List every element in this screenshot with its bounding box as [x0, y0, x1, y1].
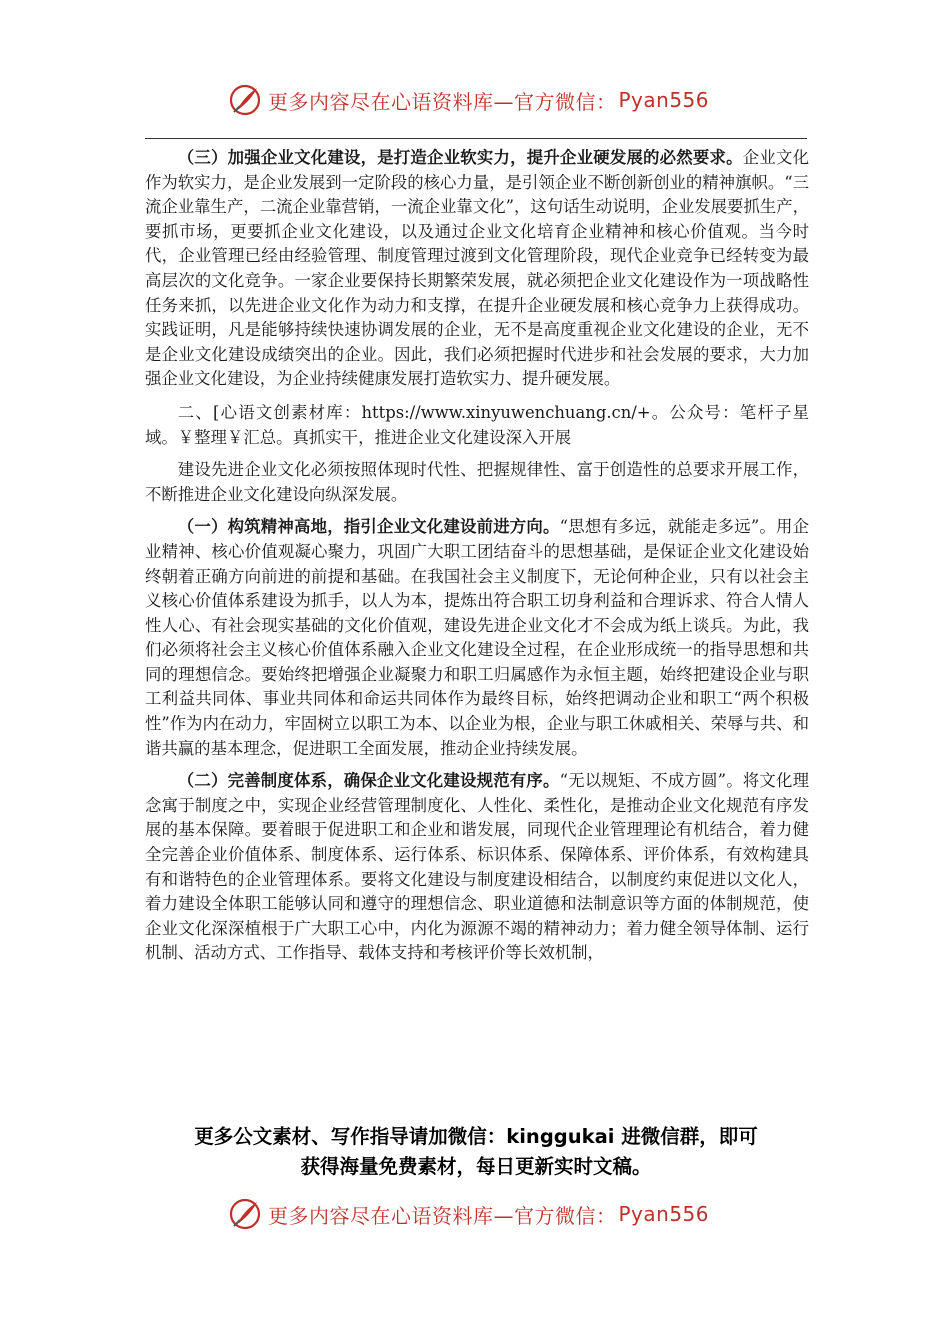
promo-line-2: 获得海量免费素材，每日更新实时文稿。	[300, 1155, 652, 1178]
document-body	[145, 146, 809, 974]
paragraph-section-3	[145, 146, 809, 392]
paragraph-text: “无以规矩、不成方圆”。将文化理念寓于制度之中，实现企业经营管理制度化、人性化、柔性化，是推动企业文化规范有序发展的基本保障。要着眼于促进职工和企业和谐发展，同现代企业管理理论有机结合，着力健全完善企业价值体系、制度体系、运行体系、标识体系、保障体系、评价体系，有效构建具有和谐特色的企业管理体系。要将文化建设与制度建设相结合，以制度约束促进以文化人，着力建设全体职工能够认同和遵守的理想信念、职业道德和法制意识等方面的体制规范，使企业文化深深植根于广大职工心中，内化为源源不竭的精神动力；着力健全领导体制、运行机制、活动方式、工作指导、载体支持和考核评价等长效机制，	[145, 771, 810, 963]
quill-logo-icon	[228, 1197, 262, 1231]
footer-banner-text: 更多内容尽在心语资料库—官方微信：	[268, 1203, 617, 1228]
header-banner-text: 更多内容尽在心语资料库—官方微信：	[268, 89, 617, 114]
header-divider	[145, 138, 807, 139]
footer-wechat-id: Pyan556	[618, 1202, 710, 1226]
header-wechat-id: Pyan556	[618, 88, 710, 112]
paragraph-heading: （二）完善制度体系，确保企业文化建设规范有序。	[177, 771, 560, 791]
quill-logo-icon	[228, 83, 262, 117]
footer-banner	[228, 1194, 709, 1234]
paragraph-intro: 建设先进企业文化必须按照体现时代性、把握规律性、富于创造性的总要求开展工作，不断推进企业文化建设向纵深发展。	[145, 460, 809, 504]
paragraph-text: 企业文化作为软实力，是企业发展到一定阶段的核心力量，是引领企业不断创新创业的精神旗帜。“三流企业靠生产，二流企业靠营销，一流企业靠文化”，这句话生动说明，企业发展要抓生产，要抓市场，更要抓企业文化建设，以及通过企业文化培育企业精神和核心价值观。当今时代，企业管理已经由经验管理、制度管理过渡到文化管理阶段，现代企业竞争已经转变为最高层次的文化竞争。一家企业要保持长期繁荣发展，就必须把企业文化建设作为一项战略性任务来抓，以先进企业文化作为动力和支撑，在提升企业硬发展和核心竞争力上获得成功。实践证明，凡是能够持续快速协调发展的企业，无不是高度重视企业文化建设的企业，无不是企业文化建设成绩突出的企业。因此，我们必须把握时代进步和社会发展的要求，大力加强企业文化建设，为企业持续健康发展打造软实力、提升硬发展。	[145, 148, 810, 389]
header-banner	[228, 80, 709, 120]
promo-line-1: 更多公文素材、写作指导请加微信：kinggukai 进微信群，即可	[194, 1125, 758, 1148]
paragraph-heading: （三）加强企业文化建设，是打造企业软实力，提升企业硬发展的必然要求。	[177, 148, 743, 167]
paragraph-heading: （一）构筑精神高地，指引企业文化建设前进方向。	[177, 517, 560, 537]
paragraph-subsection-2	[145, 769, 809, 966]
paragraph-text: “思想有多远，就能走多远”。用企业精神、核心价值观凝心聚力，巩固广大职工团结奋斗的思想基础，是保证企业文化建设始终朝着正确方向前进的前提和基础。在我国社会主义制度下，无论何种企业，只有以社会主义核心价值体系建设为抓手，以人为本，提炼出符合职工切身利益和合理诉求、符合人情人性人心、有社会现实基础的文化价值观，建设先进企业文化才不会成为纸上谈兵。为此，我们必须将社会主义核心价值体系融入企业文化建设全过程，在企业形成统一的指导思想和共同的理想信念。要始终把增强企业凝聚力和职工归属感作为永恒主题，始终把建设企业与职工利益共同体、事业共同体和命运共同体作为最终目标，始终把调动企业和职工“两个积极性”作为内在动力，牢固树立以职工为本、以企业为根，企业与职工休戚相关、荣辱与共、和谐共赢的基本理念，促进职工全面发展，推动企业持续发展。	[145, 517, 810, 758]
paragraph-subsection-1	[145, 515, 809, 761]
promo-notice	[145, 1122, 807, 1182]
section-two-heading: 二、[心语文创素材库：https://www.xinyuwenchuang.cn/+。公众号：笔杆子星域。￥整理￥汇总。真抓实干，推进企业文化建设深入开展	[145, 402, 809, 447]
